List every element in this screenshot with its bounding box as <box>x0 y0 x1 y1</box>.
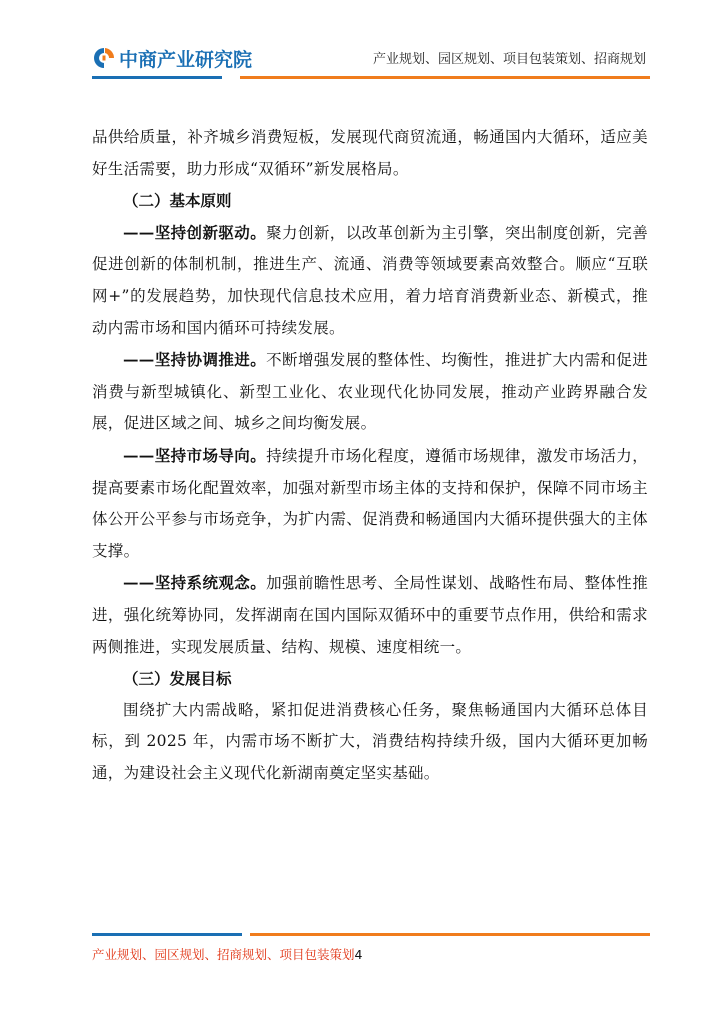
document-body <box>92 122 648 789</box>
principle-lead: ——坚持系统观念。 <box>123 573 267 593</box>
page-footer <box>92 945 362 963</box>
paragraph-continuation: 品供给质量，补齐城乡消费短板，发展现代商贸流通，畅通国内大循环，适应美好生活需要，助力形成“双循环”新发展格局。 <box>92 128 648 178</box>
principle-text: 加强前瞻性思考、全局性谋划、战略性布局、整体性推进，强化统筹协同，发挥湖南在国内国际双循环中的重要节点作用，供给和需求两侧推进，实现发展质量、结构、规模、速度相统一。 <box>92 574 649 656</box>
section-heading-basic-principles: （二）基本原则 <box>123 191 232 211</box>
principle-lead: ——坚持市场导向。 <box>123 445 267 465</box>
footer-text: 产业规划、园区规划、招商规划、项目包装策划 <box>92 947 355 962</box>
paragraph-innovation <box>92 217 648 344</box>
section-heading-goals: （三）发展目标 <box>123 669 232 689</box>
principle-text: 持续提升市场化程度，遵循市场规律，激发市场活力，提高要素市场化配置效率，加强对新型市场主体的支持和保护，保障不同市场主体公开公平参与市场竞争，为扩内需、促消费和畅通国内大循环提供强大的主体支撑。 <box>92 446 649 560</box>
page-number: 4 <box>354 947 363 962</box>
footer-rule-blue <box>92 933 242 936</box>
page-header <box>0 0 724 90</box>
paragraph-coordination <box>92 344 648 440</box>
paragraph-system <box>92 567 648 663</box>
zhongshang-logo-icon <box>92 46 116 70</box>
principle-text: 不断增强发展的整体性、均衡性，推进扩大内需和促进消费与新型城镇化、新型工业化、农业现代化协同发展，推动产业跨界融合发展，促进区域之间、城乡之间均衡发展。 <box>92 351 649 433</box>
principle-lead: ——坚持创新驱动。 <box>123 222 267 242</box>
logo-text: 中商产业研究院 <box>119 48 253 71</box>
paragraph-market <box>92 440 648 567</box>
principle-lead: ——坚持协调推进。 <box>123 350 267 370</box>
principle-text: 聚力创新，以改革创新为主引擎，突出制度创新，完善促进创新的体制机制，推进生产、流通、消费等领域要素高效整合。顺应“互联网+”的发展趋势，加快现代信息技术应用，着力培育消费新业态、新模式，推动内需市场和国内循环可持续发展。 <box>92 223 649 337</box>
company-logo <box>92 45 252 71</box>
paragraph-goals: 围绕扩大内需战略，紧扣促进消费核心任务，聚焦畅通国内大循环总体目标，到 2025 年，内需市场不断扩大，消费结构持续升级，国内大循环更加畅通，为建设社会主义现代化新湖南奠定坚实基础。 <box>92 700 648 782</box>
header-tagline: 产业规划、园区规划、项目包装策划、招商规划 <box>372 52 646 67</box>
header-rule-orange <box>240 76 650 79</box>
footer-rule-orange <box>250 933 650 936</box>
header-rule-blue <box>92 76 222 79</box>
